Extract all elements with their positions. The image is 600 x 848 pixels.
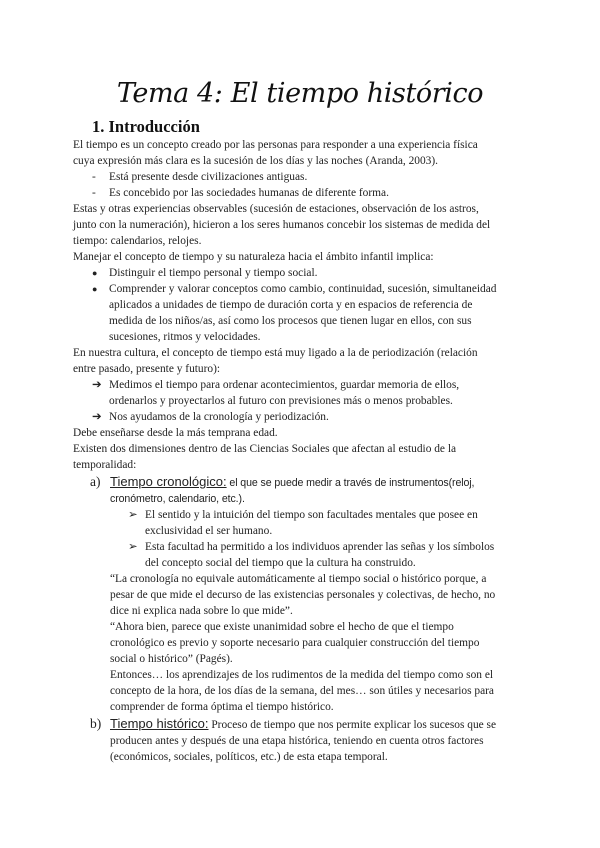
dash-marker: - <box>92 171 96 183</box>
text-line: comprender de forma óptima el tiempo histórico. <box>110 701 334 713</box>
list-item: Está presente desde civilizaciones antiguas. <box>109 171 308 183</box>
text-line: Entonces… los aprendizajes de los rudimentos de la medida del tiempo como son el <box>110 669 494 681</box>
text-line: Debe enseñarse desde la más temprana edad. <box>73 427 278 439</box>
item-letter: a) <box>90 474 101 489</box>
list-item: Medimos el tiempo para ordenar acontecimientos, guardar memoria de ellos, <box>109 379 460 391</box>
dash-marker: - <box>92 187 96 199</box>
sub-item: El sentido y la intuición del tiempo son facultades mentales que posee en <box>145 509 478 521</box>
text-line: temporalidad: <box>73 459 137 471</box>
sub-item-cont: exclusividad el ser humano. <box>145 525 273 537</box>
list-item: Comprender y valorar conceptos como cambio, continuidad, sucesión, simultaneidad <box>109 283 497 295</box>
list-item <box>110 716 496 733</box>
term-underlined: Tiempo cronológico: <box>110 474 227 489</box>
quote-line: “Ahora bien, parece que existe unanimidad sobre el hecho de que el tiempo <box>110 621 454 633</box>
section-number: 1. <box>92 117 105 136</box>
page-title: Tema 4: El tiempo histórico <box>116 78 484 109</box>
list-item-cont: ordenarlos y proyectarlos al futuro con previsiones más o menos probables. <box>109 395 453 407</box>
section-title: Introducción <box>108 117 200 136</box>
term-text: el que se puede medir a través de instrumentos(reloj, <box>226 477 475 489</box>
list-item-cont: producen antes y después de una etapa histórica, teniendo en cuenta otros factores <box>110 735 484 747</box>
quote-line: cronológico es previo y soporte necesario para cualquier construcción del tiempo <box>110 637 480 649</box>
list-item-cont: medida de los niños/as, así como los procesos que tienen lugar en ellos, con sus <box>109 315 472 327</box>
arrow-marker: ➢ <box>128 541 138 553</box>
list-item-cont: aplicados a unidades de tiempo de duración corta y en espacios de referencia de <box>109 299 473 311</box>
list-item <box>110 474 474 491</box>
section-heading <box>92 117 200 137</box>
quote-line: dice ni explica nada sobre lo que mide”. <box>110 605 293 617</box>
term-text: Proceso de tiempo que nos permite explicar los sucesos que se <box>208 719 497 731</box>
text-line: entre pasado, presente y futuro): <box>73 363 221 375</box>
list-item-cont: cronómetro, calendario, etc.). <box>110 493 245 505</box>
text-line: junto con la numeración), hicieron a los seres humanos concebir los sistemas de medida del <box>73 219 491 231</box>
list-item: Nos ayudamos de la cronología y periodización. <box>109 411 329 423</box>
text-line: Existen dos dimensiones dentro de las Ciencias Sociales que afectan al estudio de la <box>73 443 457 455</box>
text-line: El tiempo es un concepto creado por las personas para responder a una experiencia física <box>73 139 478 151</box>
list-item-cont: sucesiones, ritmos y velocidades. <box>109 331 261 343</box>
sub-item: Esta facultad ha permitido a los individuos aprender las señas y los símbolos <box>145 541 495 553</box>
bullet-marker: ● <box>92 268 98 278</box>
bullet-marker: ● <box>92 284 98 294</box>
list-item-cont: (económicos, sociales, políticos, etc.) de esta etapa temporal. <box>110 751 388 763</box>
arrow-marker: ➢ <box>128 509 138 521</box>
text-line: Estas y otras experiencias observables (sucesión de estaciones, observación de los astros, <box>73 203 479 215</box>
arrow-marker: ➔ <box>92 379 102 391</box>
term-underlined: Tiempo histórico: <box>110 716 209 731</box>
list-item: Es concebido por las sociedades humanas de diferente forma. <box>109 187 389 199</box>
quote-line: pesar de que mide el decurso de las existencias personales y colectivas, de hecho, no <box>110 589 496 601</box>
list-item: Distinguir el tiempo personal y tiempo social. <box>109 267 318 279</box>
item-letter: b) <box>90 716 102 731</box>
quote-line: “La cronología no equivale automáticamente al tiempo social o histórico porque, a <box>110 573 487 585</box>
quote-line: social o histórico” (Pagés). <box>110 653 233 665</box>
text-line: tiempo: calendarios, relojes. <box>73 235 202 247</box>
text-line: En nuestra cultura, el concepto de tiempo está muy ligado a la de periodización (relación <box>73 347 478 359</box>
sub-item-cont: del concepto social del tiempo que la cultura ha construido. <box>145 557 416 569</box>
text-line: concepto de la hora, de los días de la semana, del mes… son útiles y necesarios para <box>110 685 494 697</box>
arrow-marker: ➔ <box>92 411 102 423</box>
text-line: cuya expresión más clara es la sucesión de los días y las noches (Aranda, 2003). <box>73 155 439 167</box>
text-line: Manejar el concepto de tiempo y su naturaleza hacia el ámbito infantil implica: <box>73 251 434 263</box>
